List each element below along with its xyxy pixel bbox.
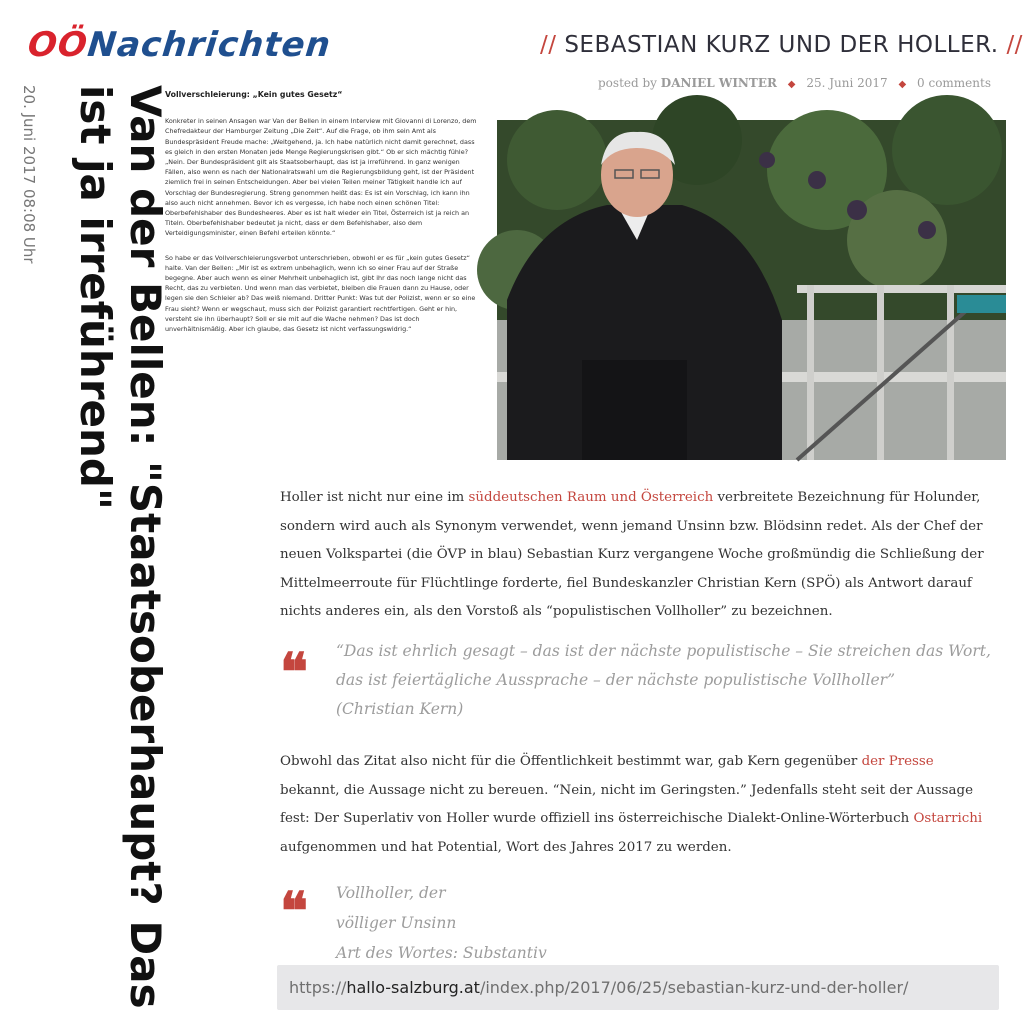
ostarrichi-link[interactable]: Ostarrichi — [913, 811, 983, 826]
post-date: 25. Juni 2017 — [806, 76, 888, 90]
clipping-date: 20. Juni 2017 08:08 Uhr — [20, 85, 38, 264]
logo-part-nachrichten: Nachrichten — [85, 25, 333, 65]
quote-mark-icon: ❝ — [280, 881, 308, 942]
quote-attribution: (Christian Kern) — [336, 700, 464, 718]
title-slashes-right: // — [1006, 32, 1023, 58]
url-path: /index.php/2017/06/25/sebastian-kurz-und-der-holler/ — [479, 978, 909, 997]
paragraph-text: Holler ist nicht nur eine im — [280, 490, 469, 505]
clipping-article — [165, 90, 481, 348]
clipping-headline-container — [60, 85, 170, 1010]
definition-meaning: völliger Unsinn — [336, 914, 457, 932]
sueddeutsch-link[interactable]: süddeutschen Raum und Österreich — [468, 490, 714, 505]
post-title — [540, 32, 1023, 58]
paragraph-text: aufgenommen und hat Potential, Wort des Jahres 2017 zu werden. — [280, 839, 732, 855]
clipping-headline: Van der Bellen: "Staatsoberhaupt? Das ist ja irreführend" — [71, 85, 170, 1009]
presse-link[interactable]: der Presse — [861, 754, 934, 769]
paragraph-text: bekannt, die Aussage nicht zu bereuen. “Nein, nicht im Geringsten.” Jedenfalls steht seit der Aussage fest: Der Superlativ von Holler wurde offiziell ins österreichische Dialekt-Online-Wörterbuch — [280, 782, 974, 826]
oon-logo — [26, 22, 493, 68]
man-in-garden-photo — [497, 120, 1006, 460]
logo-part-oo: OÖ — [25, 25, 90, 65]
diamond-separator-icon: ◆ — [898, 79, 907, 90]
url-scheme: https:// — [289, 978, 347, 997]
definition-word: Vollholler, der — [336, 884, 446, 902]
clipping-section-heading: Vollverschleierung: „Kein gutes Gesetz“ — [165, 90, 343, 99]
paragraph-text: Obwohl das Zitat also nicht für die Öffentlichkeit bestimmt war, gab Kern gegenüber — [280, 754, 862, 769]
title-slashes-left: // — [540, 32, 557, 58]
post-author-link[interactable]: DANIEL WINTER — [660, 76, 777, 90]
url-bar[interactable] — [277, 965, 999, 1010]
url-host: hallo-salzburg.at — [346, 978, 480, 997]
paragraph-text: verbreitete Bezeichnung für Holunder, sondern wird auch als Synonym verwendet, wenn jemand Unsinn bzw. Blödsinn redet. Als der Chef der neuen Volkspartei (die ÖVP in blau) Sebastian Kurz vergangene Woche großmündig die Schließung der Mittelmeerroute für Flüchtlinge forderte, fiel Bundeskanzler Christian Kern (SPÖ) als Antwort darauf nichts anderes ein, als den Vorstoß als “populistischen Vollholler” zu bezeichnen. — [280, 490, 984, 619]
post-paragraph-2 — [280, 748, 996, 862]
blockquote-kern — [280, 637, 996, 732]
post-title-text: SEBASTIAN KURZ UND DER HOLLER. — [564, 32, 999, 58]
post-photo — [497, 120, 1006, 460]
post-meta — [598, 76, 998, 90]
quote-mark-icon: ❝ — [280, 642, 308, 703]
clipping-paragraph: Konkreter in seinen Ansagen war Van der Bellen in einem Interview mit Giovanni di Lorenzo, dem Chefredakteur der Hamburger Zeitung „Die Zeit“. Auf die Frage, ob ihm sein Amt als Bundespräsident Freude mache: „Weitgehend, ja. Ich habe natürlich nicht damit gerechnet, dass es gleich in den ersten Monaten jede Menge Regierungskrisen gibt.“ Ob er sich mächtig fühle? „Nein. Der Bundespräsident gilt als Staatsoberhaupt, das ist ja irreführend. In ganz wenigen Fällen, also wenn es nach der Nationalratswahl um die Regierungsbildung geht, ist der Präsident ziemlich frei in seinen Entscheidungen. Aber bei vielen Teilen meiner Tätigkeit handle ich auf Vorschlag der Bundesregierung. Streng genommen heißt das: Es ist ein Vorschlag, ich kann ihn also auch nicht annehmen. Bevor ich es vergesse, ich habe noch einen schönen Titel: Oberbefehlshaber des Bundesheeres. Aber es ist halt wieder ein Titel, Österreich ist ja reich an Titeln. Oberbefehlshaber bedeutet ja nicht, dass er dem Befehlshaber, also dem Verteidigungsminister, einen Befehl erteilen könnte.“ — [165, 117, 477, 238]
post-comments-link[interactable]: 0 comments — [917, 76, 991, 90]
definition-type: Art des Wortes: Substantiv — [336, 944, 547, 962]
clipping-paragraph: So habe er das Vollverschleierungsverbot unterschrieben, obwohl er es für „kein gutes Gesetz“ halte. Van der Bellen: „Mir ist es extrem unbehaglich, wenn ich so einer Frau auf der Straße begegne. Aber auch wenn es einer Mehrheit unbehaglich ist, gibt ihr das noch lange nicht das Recht, das zu verbieten. Und wenn man das verbietet, bleiben die Frauen dann zu Hause, oder legen sie den Schleier ab? Das weiß niemand. Dritter Punkt: Was tut der Polizist, wenn er so eine Frau sieht? Wenn er wegschaut, muss sich der Polizist garantiert rechtfertigen. Geht er hin, versteht sie ihn überhaupt? Soll er sie mit auf die Wache nehmen? Das ist doch unverhältnismäßig. Aber ich glaube, das Gesetz ist nicht verfassungswidrig.“ — [165, 253, 476, 334]
post-paragraph-1 — [280, 484, 996, 627]
blockquote-definition — [280, 878, 996, 968]
diamond-separator-icon: ◆ — [787, 79, 796, 90]
posted-by-label: posted by — [598, 76, 657, 90]
quote-text: “Das ist ehrlich gesagt – das ist der nächste populistische – Sie streichen das Wort, das ist feiertägliche Aussprache – der nächste populistische Vollholler” — [336, 642, 991, 689]
clipping-date-container — [18, 85, 40, 305]
